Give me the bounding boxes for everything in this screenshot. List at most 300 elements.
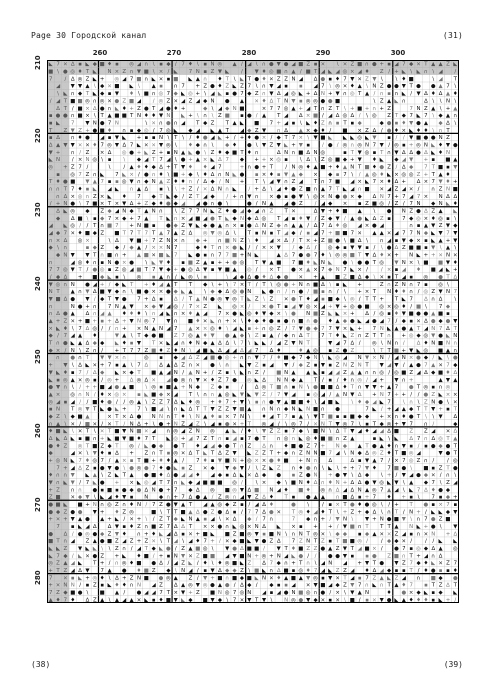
stitch-symbol: 7 — [438, 325, 443, 332]
stitch-symbol: ▪ — [225, 435, 230, 442]
stitch-symbol: ◣ — [379, 399, 384, 406]
stitch-symbol: \ — [233, 340, 236, 347]
stitch-symbol: ▲ — [195, 311, 200, 318]
stitch-symbol: T — [56, 289, 60, 296]
stitch-symbol: ▼ — [431, 406, 436, 413]
stitch-symbol: Z — [218, 494, 222, 501]
stitch-symbol: ♦ — [136, 568, 142, 575]
stitch-symbol: + — [394, 501, 399, 508]
stitch-symbol: ♦ — [349, 83, 355, 90]
stitch-symbol: ◎ — [188, 333, 193, 340]
stitch-symbol: ▪ — [416, 223, 421, 230]
stitch-symbol: ♦ — [320, 509, 326, 516]
stitch-symbol: ◣ — [107, 582, 112, 589]
stitch-symbol: ◢ — [107, 384, 112, 391]
stitch-symbol: ◆ — [100, 296, 105, 303]
stitch-symbol: ▪ — [78, 435, 82, 442]
stitch-symbol: / — [115, 399, 118, 406]
stitch-symbol: ▲ — [195, 76, 200, 83]
stitch-symbol: / — [167, 69, 170, 76]
stitch-symbol: ▼ — [269, 91, 274, 98]
stitch-symbol: / — [86, 223, 89, 230]
stitch-symbol: ◆ — [298, 245, 303, 252]
stitch-symbol: + — [261, 157, 267, 164]
stitch-symbol: ▪ — [424, 281, 428, 288]
stitch-symbol: ▲ — [217, 223, 222, 230]
stitch-symbol: ▪ — [409, 531, 414, 538]
stitch-symbol: ∩ — [328, 289, 333, 296]
stitch-symbol: ◆ — [298, 428, 303, 435]
stitch-symbol: ◆ — [225, 501, 230, 508]
stitch-symbol: ♦ — [99, 450, 105, 457]
stitch-symbol: ● — [166, 105, 171, 112]
stitch-symbol: ◢ — [195, 127, 200, 134]
stitch-symbol: ▼ — [438, 289, 443, 296]
stitch-symbol: ◎ — [232, 479, 237, 486]
stitch-symbol: ● — [151, 443, 157, 450]
stitch-symbol: ■ — [143, 223, 149, 230]
stitch-symbol: ▲ — [122, 303, 127, 310]
stitch-symbol: × — [151, 142, 156, 149]
stitch-symbol: ▲ — [438, 83, 443, 90]
stitch-symbol: \ — [145, 120, 148, 127]
stitch-symbol: \ — [439, 98, 442, 105]
stitch-symbol: ◢ — [181, 472, 186, 479]
stitch-symbol: Z — [166, 179, 171, 186]
stitch-symbol: \ — [432, 113, 435, 120]
stitch-symbol: ▲ — [350, 369, 355, 376]
stitch-symbol: + — [327, 91, 333, 98]
stitch-symbol: \ — [380, 340, 383, 347]
stitch-symbol: ▼ — [232, 553, 237, 560]
stitch-symbol: T — [416, 406, 421, 413]
stitch-symbol: ∩ — [291, 531, 296, 538]
stitch-symbol: T — [122, 230, 126, 237]
stitch-symbol: ▼ — [306, 597, 311, 603]
stitch-symbol: ■ — [84, 318, 91, 325]
stitch-symbol: N — [416, 230, 421, 237]
stitch-symbol: ▼ — [350, 245, 355, 252]
stitch-symbol: 7 — [240, 91, 244, 98]
stitch-symbol: Z — [159, 399, 163, 406]
stitch-symbol: × — [320, 61, 326, 68]
stitch-symbol: ◣ — [78, 553, 83, 560]
stitch-symbol: \ — [86, 450, 89, 457]
stitch-symbol: 7 — [402, 546, 406, 553]
stitch-symbol: 7 — [129, 142, 134, 149]
stitch-symbol: ● — [386, 597, 392, 603]
stitch-symbol: \ — [307, 501, 310, 508]
stitch-symbol: ∩ — [48, 303, 53, 310]
stitch-symbol: ● — [320, 546, 326, 553]
stitch-symbol: × — [70, 193, 76, 200]
stitch-symbol: ∩ — [269, 443, 274, 450]
stitch-symbol: T — [431, 171, 435, 178]
stitch-symbol: ◢ — [210, 421, 215, 428]
stitch-symbol: T — [453, 450, 457, 457]
stitch-symbol: \ — [285, 421, 288, 428]
stitch-symbol: ◢ — [453, 479, 458, 486]
stitch-symbol: ∩ — [129, 69, 134, 76]
stitch-symbol: ∆ — [70, 61, 75, 68]
stitch-symbol: T — [71, 406, 75, 413]
stitch-symbol: T — [269, 384, 274, 391]
stitch-symbol: ◢ — [100, 135, 105, 142]
stitch-symbol: ▪ — [431, 597, 436, 603]
stitch-symbol: ● — [77, 590, 83, 597]
stitch-symbol: ● — [335, 237, 340, 244]
stitch-symbol: ◎ — [158, 98, 164, 105]
stitch-symbol: ◣ — [151, 76, 156, 83]
stitch-symbol: × — [291, 208, 296, 215]
stitch-symbol: 7 — [277, 391, 281, 398]
stitch-symbol: ◆ — [55, 215, 61, 222]
stitch-symbol: ◎ — [55, 281, 61, 288]
stitch-symbol: ▪ — [424, 237, 428, 244]
stitch-symbol: ▼ — [313, 135, 318, 142]
stitch-symbol: / — [358, 296, 361, 303]
stitch-symbol: ◣ — [144, 443, 149, 450]
stitch-symbol: ∆ — [328, 223, 333, 230]
stitch-symbol: ∩ — [276, 406, 281, 413]
stitch-symbol: \ — [101, 546, 104, 553]
stitch-symbol: 7 — [100, 568, 104, 575]
stitch-symbol: \ — [329, 281, 332, 288]
stitch-symbol: / — [329, 516, 332, 523]
stitch-symbol: ◣ — [166, 311, 171, 318]
stitch-symbol: 7 — [174, 252, 178, 259]
stitch-symbol: + — [144, 421, 149, 428]
stitch-symbol: \ — [174, 186, 177, 193]
stitch-symbol: ▲ — [372, 531, 377, 538]
stitch-symbol: ▼ — [247, 362, 252, 369]
stitch-symbol: T — [416, 325, 421, 332]
stitch-symbol: T — [49, 127, 53, 134]
stitch-symbol: + — [129, 215, 134, 222]
stitch-symbol: ◢ — [328, 113, 333, 120]
stitch-symbol: ▲ — [107, 311, 112, 318]
stitch-symbol: ▼ — [217, 69, 222, 76]
stitch-symbol: / — [123, 245, 126, 252]
stitch-symbol: × — [364, 223, 370, 230]
stitch-symbol: ■ — [320, 164, 326, 171]
stitch-symbol: ♦ — [114, 509, 120, 516]
stitch-symbol: ▪ — [431, 384, 436, 391]
stitch-symbol: ▼ — [239, 399, 245, 406]
stitch-symbol: ◣ — [210, 127, 215, 134]
stitch-symbol: + — [188, 157, 193, 164]
stitch-symbol: / — [321, 113, 324, 120]
stitch-symbol: ▪ — [151, 597, 156, 603]
stitch-symbol: ♦ — [386, 179, 392, 186]
stitch-symbol: ∩ — [379, 91, 384, 98]
stitch-symbol: ▼ — [335, 421, 340, 428]
stitch-symbol: Z — [269, 428, 274, 435]
stitch-symbol: ▲ — [394, 582, 399, 589]
stitch-symbol: ∩ — [239, 355, 244, 362]
stitch-symbol: N — [357, 487, 362, 494]
stitch-symbol: N — [269, 406, 274, 413]
stitch-symbol: / — [417, 443, 420, 450]
stitch-symbol: Z — [438, 582, 443, 589]
stitch-symbol: × — [261, 245, 267, 252]
stitch-symbol: ▼ — [276, 245, 281, 252]
stitch-symbol: ● — [313, 384, 318, 391]
stitch-symbol: Z — [269, 296, 274, 303]
stitch-symbol: / — [182, 193, 185, 200]
stitch-symbol: ◣ — [394, 597, 399, 603]
stitch-symbol: ● — [210, 582, 215, 589]
stitch-symbol: ◢ — [173, 560, 178, 567]
stitch-symbol: N — [357, 355, 362, 362]
stitch-symbol: Z — [92, 582, 97, 589]
stitch-symbol: Z — [151, 568, 156, 575]
stitch-symbol: Z — [115, 267, 119, 274]
stitch-symbol: ♦ — [401, 120, 407, 127]
stitch-symbol: ■ — [342, 230, 348, 237]
stitch-symbol: ◣ — [291, 553, 296, 560]
stitch-symbol: + — [77, 274, 83, 281]
stitch-symbol: ▼ — [129, 303, 134, 310]
stitch-symbol: ▲ — [291, 369, 296, 376]
stitch-symbol: T — [277, 215, 281, 222]
stitch-symbol: ∩ — [394, 443, 399, 450]
stitch-symbol: ▪ — [115, 362, 119, 369]
stitch-symbol: ◆ — [78, 494, 83, 501]
stitch-symbol: × — [107, 413, 112, 420]
stitch-symbol: Z — [284, 76, 288, 83]
stitch-symbol: ▲ — [298, 223, 303, 230]
stitch-symbol: ◢ — [166, 303, 171, 310]
stitch-symbol: × — [173, 590, 179, 597]
stitch-symbol: ▲ — [188, 325, 193, 332]
stitch-symbol: N — [85, 391, 90, 398]
stitch-symbol: ▲ — [269, 333, 274, 340]
stitch-symbol: ◣ — [92, 546, 97, 553]
stitch-symbol: Z — [56, 560, 60, 567]
stitch-symbol: ◢ — [394, 230, 399, 237]
stitch-symbol: ▼ — [342, 472, 348, 479]
stitch-symbol: ▼ — [394, 149, 399, 156]
stitch-symbol: + — [386, 406, 392, 413]
stitch-symbol: ♦ — [423, 127, 429, 134]
stitch-symbol: ◆ — [100, 83, 105, 90]
stitch-symbol: ◎ — [357, 142, 363, 149]
stitch-symbol: / — [388, 201, 391, 208]
stitch-symbol: / — [152, 127, 155, 134]
stitch-symbol: + — [121, 318, 127, 325]
stitch-symbol: ▪ — [335, 413, 340, 420]
stitch-symbol: ■ — [209, 355, 216, 362]
stitch-symbol: ∆ — [365, 450, 369, 457]
stitch-symbol: ◆ — [423, 230, 428, 237]
stitch-symbol: ▼ — [85, 296, 90, 303]
stitch-symbol: ▪ — [401, 568, 406, 575]
stitch-symbol: T — [446, 274, 450, 281]
stitch-symbol: 7 — [380, 457, 384, 464]
stitch-symbol: 7 — [291, 538, 296, 545]
stitch-symbol: \ — [123, 274, 126, 281]
stitch-symbol: ◆ — [247, 91, 252, 98]
stitch-symbol: ▪ — [343, 149, 347, 156]
stitch-symbol: ∆ — [276, 538, 281, 545]
stitch-symbol: ◢ — [372, 377, 377, 384]
stitch-symbol: 7 — [100, 457, 104, 464]
stitch-symbol: \ — [226, 325, 229, 332]
stitch-symbol: / — [255, 582, 258, 589]
stitch-symbol: ◎ — [63, 377, 68, 384]
stitch-symbol: ▲ — [78, 340, 83, 347]
stitch-symbol: + — [85, 303, 90, 310]
stitch-symbol: / — [277, 333, 280, 340]
stitch-symbol: Z — [173, 333, 178, 340]
stitch-symbol: ◆ — [136, 157, 142, 164]
stitch-symbol: × — [254, 98, 259, 105]
stitch-symbol: 7 — [159, 157, 163, 164]
stitch-symbol: × — [445, 391, 451, 398]
stitch-symbol: \ — [329, 252, 332, 259]
stitch-symbol: × — [121, 457, 127, 464]
stitch-symbol: ▼ — [276, 399, 281, 406]
stitch-symbol: ◎ — [92, 157, 98, 164]
stitch-symbol: ∩ — [262, 399, 267, 406]
stitch-symbol: ◎ — [224, 391, 230, 398]
stitch-symbol: ♦ — [121, 531, 127, 538]
stitch-symbol: ♦ — [298, 215, 304, 222]
stitch-symbol: 7 — [416, 193, 421, 200]
stitch-symbol: Z — [254, 333, 259, 340]
stitch-symbol: ▼ — [225, 465, 230, 472]
stitch-symbol: ● — [158, 421, 164, 428]
stitch-symbol: N — [225, 179, 230, 186]
stitch-symbol: + — [48, 457, 53, 464]
stitch-symbol: Z — [100, 443, 105, 450]
stitch-symbol: ◣ — [335, 399, 340, 406]
stitch-symbol: ◢ — [284, 230, 289, 237]
stitch-symbol: ◆ — [232, 465, 237, 472]
stitch-symbol: ▲ — [203, 259, 208, 266]
stitch-symbol: ▼ — [364, 516, 370, 523]
stitch-symbol: + — [357, 325, 362, 332]
stitch-symbol: ■ — [430, 575, 436, 582]
stitch-symbol: ∆ — [159, 164, 163, 171]
stitch-symbol: × — [210, 524, 215, 531]
stitch-symbol: 7 — [181, 333, 185, 340]
stitch-symbol: + — [144, 531, 149, 538]
stitch-symbol: ● — [445, 450, 451, 457]
stitch-symbol: 7 — [151, 465, 156, 472]
stitch-symbol: N — [136, 113, 141, 120]
stitch-symbol: ▪ — [350, 553, 355, 560]
stitch-symbol: N — [136, 318, 141, 325]
stitch-symbol: ● — [452, 142, 458, 149]
stitch-symbol: ♦ — [268, 501, 274, 508]
stitch-symbol: / — [270, 355, 273, 362]
stitch-symbol: / — [402, 340, 405, 347]
stitch-symbol: ◢ — [350, 179, 355, 186]
stitch-symbol: ▼ — [122, 201, 127, 208]
stitch-symbol: ◢ — [401, 531, 406, 538]
footer-right-page-ref: (39) — [443, 660, 463, 669]
stitch-symbol: ◢ — [261, 590, 267, 597]
stitch-symbol: T — [416, 413, 421, 420]
stitch-symbol: ◆ — [114, 245, 119, 252]
stitch-symbol: T — [107, 296, 112, 303]
stitch-symbol: \ — [108, 597, 111, 603]
stitch-symbol: ● — [92, 487, 98, 494]
stitch-symbol: ◎ — [349, 91, 355, 98]
stitch-symbol: ♦ — [261, 274, 267, 281]
stitch-symbol: ∆ — [335, 384, 340, 391]
stitch-symbol: ◢ — [195, 201, 200, 208]
stitch-symbol: T — [328, 509, 332, 516]
stitch-symbol: ▪ — [409, 546, 414, 553]
stitch-symbol: ◆ — [210, 179, 215, 186]
stitch-symbol: \ — [380, 472, 383, 479]
stitch-symbol: ● — [195, 149, 201, 156]
stitch-symbol: ◣ — [445, 201, 451, 208]
stitch-symbol: ◆ — [70, 413, 75, 420]
stitch-symbol: ◣ — [328, 69, 333, 76]
stitch-symbol: × — [173, 237, 179, 244]
stitch-symbol: + — [453, 267, 458, 274]
stitch-symbol: ∆ — [262, 494, 266, 501]
stitch-symbol: ■ — [209, 590, 216, 597]
stitch-symbol: ■ — [364, 546, 370, 553]
stitch-symbol: ▪ — [166, 450, 171, 457]
stitch-symbol: ▲ — [136, 245, 142, 252]
stitch-symbol: ● — [99, 465, 105, 472]
stitch-symbol: ◎ — [416, 215, 421, 222]
stitch-symbol: ◎ — [166, 127, 171, 134]
stitch-symbol: T — [365, 296, 369, 303]
stitch-symbol: T — [277, 113, 281, 120]
stitch-symbol: ▪ — [107, 157, 112, 164]
stitch-symbol: ♦ — [430, 215, 436, 222]
stitch-symbol: ◆ — [387, 568, 392, 575]
stitch-symbol: ▲ — [453, 105, 458, 112]
stitch-symbol: ◢ — [254, 501, 259, 508]
stitch-symbol: / — [410, 538, 413, 545]
stitch-symbol: ◣ — [55, 120, 61, 127]
stitch-symbol: 7 — [56, 524, 60, 531]
stitch-symbol: ▲ — [291, 105, 296, 112]
stitch-symbol: \ — [314, 399, 317, 406]
stitch-symbol: ◣ — [364, 215, 370, 222]
stitch-symbol: ▪ — [203, 61, 208, 68]
stitch-symbol: \ — [321, 355, 324, 362]
stitch-symbol: Z — [343, 582, 347, 589]
stitch-symbol: ● — [143, 289, 149, 296]
stitch-symbol: N — [269, 487, 274, 494]
stitch-symbol: ◢ — [107, 186, 112, 193]
stitch-symbol: + — [77, 318, 83, 325]
stitch-symbol: ▼ — [70, 127, 75, 134]
stitch-symbol: ∩ — [70, 91, 75, 98]
stitch-symbol: ■ — [445, 516, 451, 523]
stitch-symbol: Z — [262, 450, 266, 457]
stitch-symbol: × — [453, 252, 458, 259]
stitch-symbol: T — [196, 193, 200, 200]
stitch-symbol: ◆ — [217, 443, 222, 450]
stitch-symbol: ● — [416, 120, 421, 127]
stitch-symbol: × — [55, 516, 61, 523]
stitch-symbol: / — [123, 590, 126, 597]
stitch-symbol: + — [320, 443, 326, 450]
stitch-symbol: ∆ — [299, 113, 303, 120]
stitch-symbol: N — [166, 113, 171, 120]
stitch-symbol: \ — [64, 413, 67, 420]
